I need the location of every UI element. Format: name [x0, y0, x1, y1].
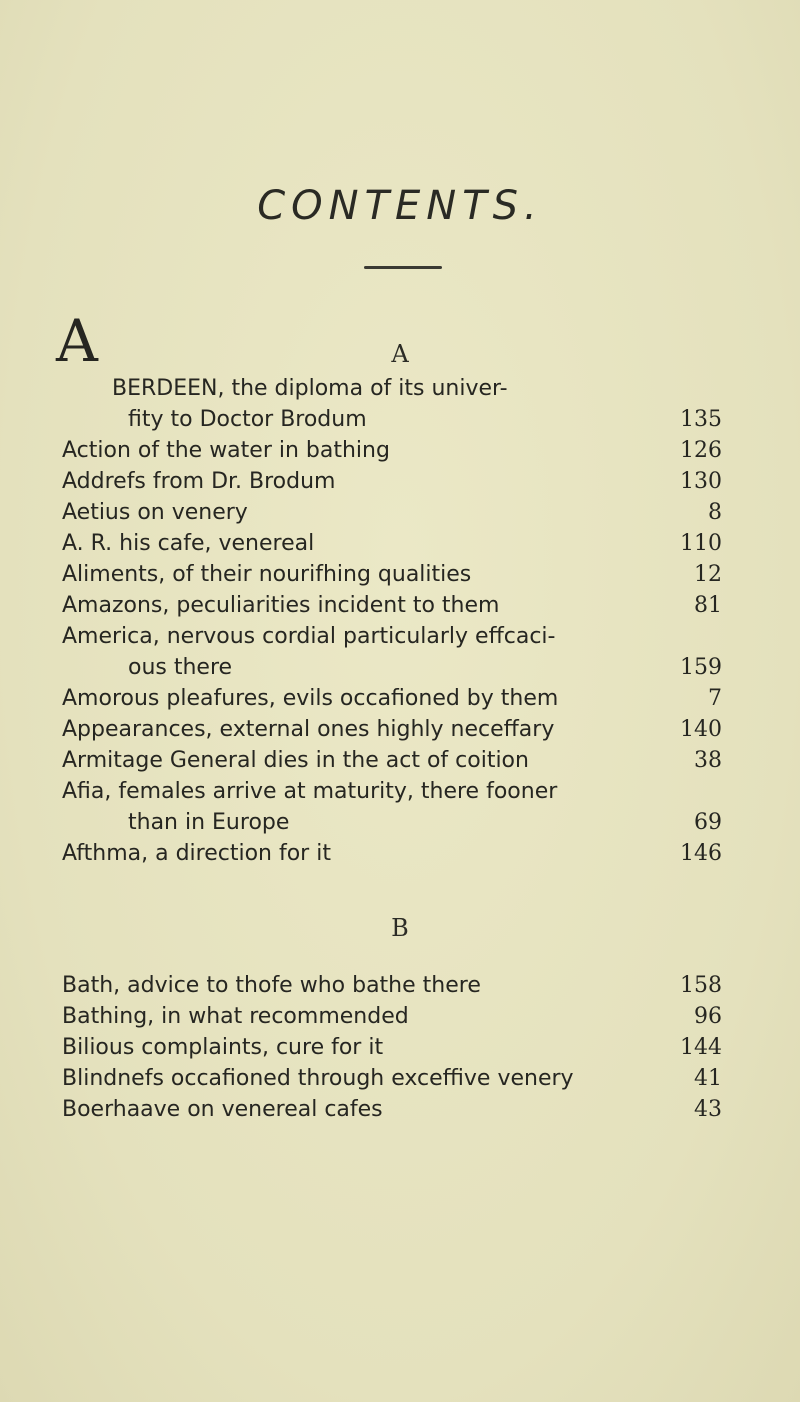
page-number: 8 — [708, 500, 722, 525]
index-entry-line: Afia, females arrive at maturity, there fooner — [62, 779, 558, 804]
page-number: 7 — [708, 686, 722, 711]
page-number: 110 — [680, 531, 722, 556]
title-rule-divider — [364, 266, 442, 269]
page-number: 12 — [694, 562, 722, 587]
index-entry-line: America, nervous cordial particularly effcaci- — [62, 624, 556, 649]
page-number: 159 — [680, 655, 722, 680]
page-number: 38 — [694, 748, 722, 773]
page-number: 140 — [680, 717, 722, 742]
page-number: 96 — [694, 1004, 722, 1029]
page-number: 126 — [680, 438, 722, 463]
page-number: 144 — [680, 1035, 722, 1060]
index-entry-line: than in Europe — [128, 810, 290, 835]
index-entry-line: ous there — [128, 655, 233, 680]
page-number: 135 — [680, 407, 722, 432]
page-number: 41 — [694, 1066, 722, 1091]
page-title: CONTENTS. — [257, 183, 543, 229]
section-letter-a: A — [391, 340, 409, 368]
index-entry-line: Bath, advice to thofe who bathe there — [62, 973, 481, 998]
index-entry-line: BERDEEN, the diploma of its univer- — [112, 376, 508, 401]
index-entry-line: Aliments, of their nourifhing qualities — [62, 562, 472, 587]
index-entry-line: Appearances, external ones highly neceffary — [62, 717, 555, 742]
index-entry-line: fity to Doctor Brodum — [128, 407, 367, 432]
page-number: 81 — [694, 593, 722, 618]
page-number: 43 — [694, 1097, 722, 1122]
index-entry-line: Armitage General dies in the act of coition — [62, 748, 529, 773]
page-number: 130 — [680, 469, 722, 494]
index-entry-line: Afthma, a direction for it — [62, 841, 331, 866]
index-entry-line: Blindnefs occafioned through exceffive venery — [62, 1066, 574, 1091]
index-entry-line: Addrefs from Dr. Brodum — [62, 469, 336, 494]
index-entry-line: Aetius on venery — [62, 500, 248, 525]
page-number: 69 — [694, 810, 722, 835]
page-number: 146 — [680, 841, 722, 866]
index-entry-line: A. R. his cafe, venereal — [62, 531, 315, 556]
page-number: 158 — [680, 973, 722, 998]
drop-cap-a: A — [56, 307, 98, 375]
index-entry-line: Bathing, in what recommended — [62, 1004, 409, 1029]
index-entry-line: Action of the water in bathing — [62, 438, 390, 463]
index-entry-line: Amazons, peculiarities incident to them — [62, 593, 500, 618]
index-entry-line: Bilious complaints, cure for it — [62, 1035, 384, 1060]
index-entry-line: Boerhaave on venereal cafes — [62, 1097, 383, 1122]
index-entry-line: Amorous pleafures, evils occafioned by them — [62, 686, 559, 711]
section-letter-b: B — [391, 914, 409, 942]
